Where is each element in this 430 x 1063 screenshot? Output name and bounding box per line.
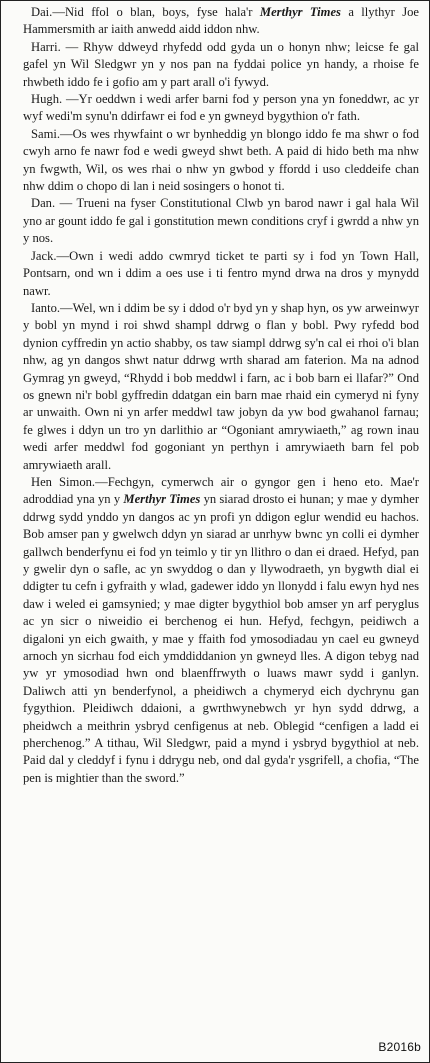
- speech-text: — Trueni na fyser Constitutional Clwb yn barod nawr i gal hala Wil yno ar gount iddo fe gal i gonstitution mewn conditions cryf i gwrdd a nhw yn y nos.: [23, 196, 419, 246]
- speaker-name: Jack.: [31, 248, 57, 263]
- speech-text: —Nid ffol o blan, boys, fyse hala'r: [52, 5, 260, 19]
- speech-text: —Os wes rhywfaint o wr bynheddig yn blongo iddo fe ma shwr o fod cwyh arno fe nawr fod e wedi gweyd shwt beth. A paid di hido beth ma nhw yn fwgwth, Wil, os wes rhai o nhw yn gwbod y ffordd i uso cleddeife chan nhw ddim o chopo di lan i neid sosingers o honot ti.: [23, 126, 419, 194]
- speaker-name: Dan.: [31, 196, 56, 211]
- dialogue-paragraph: [23, 300, 419, 474]
- speaker-name: Dai.: [31, 5, 53, 19]
- speech-text: yn siarad drosto ei hunan; y mae y dymher ddrwg sydd ynddo yn dangos ac yn profi yn ddigon eglur wendid eu hachos. Bob amser pan y gwelwch ddyn yn siarad ar unrhyw bwnc yn colli ei dymher gallwch benderfynu ei fod yn teimlo y tir yn llithro o dan ei draed. Hefyd, pan y gwelir dyn o safle, ac yn swyddog o dan y llywodraeth, yn bygwth dial ei ddigter tu cefn i gyfraith y wlad, gadewer iddo yn llonydd i falu ewyn hyd nes daw i weled ei gamsynied; y mae digter bygythiol bob amser yn arf peryglus ac yn sicr o niweidio ei berchenog ei hun. Hefyd, fechgyn, peidiwch a digaloni yn eich gwaith, y mae y ffaith fod ymosodiadau yn cael eu gwneyd arnoch yn sicrhau fod eich ymddiddanion yn gwneyd lles. A digon tebyg nad yw yr ymosodiad hwn ond blaenffrwyth o luaws mawr sydd i ganlyn. Daliwch atti yn benderfynol, a pheidiwch a chymeryd eich dychrynu gan fygythion. Pleidiwch ddaioni, a gwrthwynebwch yr hyn sydd ddrwg, a pheidwch a meithrin ysbryd cenfigenus at neb. Oblegid “cenfigen a ladd ei pherchenog.” A tithau, Wil Sledgwr, paid a mynd i ysbryd bygythiol at neb. Paid dal y cleddyf i fynu i ddrygu neb, ond dal gyda'r ysgrifell, a chofia, “The pen is mightier than the sword.”: [23, 492, 420, 785]
- newspaper-title: Merthyr Times: [123, 492, 201, 507]
- dialogue-paragraph: [23, 91, 419, 126]
- dialogue-paragraph: [23, 474, 419, 787]
- speaker-name: Hen Simon.: [31, 474, 96, 489]
- clipping-reference: B2016b: [378, 1039, 421, 1054]
- dialogue-paragraph: [23, 126, 419, 196]
- speech-text: —Fechgyn, cymerwch air o gyngor gen i heno eto. Mae'r adroddiad yna yn y: [23, 474, 419, 507]
- dialogue-paragraph: [23, 248, 419, 300]
- speech-text: a llythyr Joe Hammersmith ar iaith anwedd aidd iddon nhw.: [23, 5, 420, 37]
- speaker-name: Harri.: [31, 39, 61, 54]
- speech-text: — Rhyw ddweyd rhyfedd odd gyda un o honyn nhw; leicse fe gal gafel yn Wil Sledgwr yn y nos pan na fyddai police yn handy, a rhoise fe rhwbeth iddo fe i gofio am y part arall o'i fywyd.: [23, 39, 419, 89]
- speech-text: —Yr oeddwn i wedi arfer barni fod y person yna yn foneddwr, ac yr wyf wedi'm synu'n ddirfawr ei fod e yn gwneyd bygythion o'r fath.: [23, 92, 419, 124]
- dialogue-paragraph: [23, 195, 419, 247]
- dialogue-paragraph: [23, 4, 419, 39]
- speech-text: —Own i wedi addo cwmryd ticket te parti sy i fod yn Town Hall, Pontsarn, ond wn i ddim a oes use i ti fentro mynd drwa na dros y mynydd nawr.: [23, 248, 419, 298]
- speaker-name: Ianto.: [31, 300, 61, 315]
- newspaper-title: Merthyr Times: [259, 5, 341, 19]
- article-column: [23, 4, 419, 787]
- speech-text: —Wel, wn i ddim be sy i ddod o'r byd yn y shap hyn, os yw arweinwyr y bobl yn mynd i roi shwd shampl ddrwg o flan y bobl. Pwy ryfedd bod dynion cyffredin yn actio shabby, os taw siampl ddrwg sy'n cal ei rhoi o'i blan nhw, ag yn dangos shwt natur ddrwg wrth sharad am faterion. Ma na adnod Gymrag yn gweyd, “Rhydd i bob meddwl i farn, ac i bob barn ei llafar?” Ond os gnewn ni'r bobl gyffredin ddatgan ein barn mae rhaid ein cymeryd ni fyny ar unwaith. Own ni yn arfer meddwl taw jobyn da yw bod gwahanol farnau; fe glwes i ddyn un tro yn darlithio ar “Ogoniant amrywiaeth,” ag rown inau wedi arfer meddwl fod gogoniant yn perthyn i amrywiaeth barn fel pob amrywiaeth arall.: [23, 300, 419, 472]
- speaker-name: Sami.: [31, 126, 61, 141]
- dialogue-paragraph: [23, 39, 419, 91]
- speaker-name: Hugh.: [31, 92, 63, 107]
